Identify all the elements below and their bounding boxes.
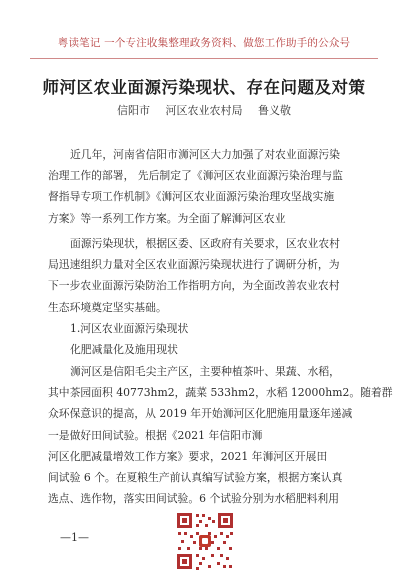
text-line: 面源污染现状，根据区委、区政府有关要求，区农业农村 [70,237,340,250]
text-line: 近几年，河南省信阳市浉河区大力加强了对农业面源污染 [70,148,340,161]
author-name: 鲁义敬 [258,104,291,117]
paragraph-fertilizer [48,361,393,509]
text-line: 督指导专项工作机制》《浉河区农业面源污染治理攻坚战实施 [48,190,335,204]
page-number: —1— [60,531,89,544]
subsection-title: 化肥减量化及施用现状 [70,343,178,357]
header-banner: 粤读笔记 一个专注收集整理政务资料、做您工作助手的公众号 [57,37,351,49]
text-line: 局迅速组织力量对全区农业面源污染现状进行了调研分析，为 [48,258,340,272]
byline [0,102,408,118]
text-line: 众环保意识的提高，从 2019 年开始浉河区化肥施用量逐年递减 [48,407,353,421]
section-title: 1.河区农业面源污染现状 [70,322,189,335]
text-line: 治理工作的部署， 先后制定了《浉河区农业面源污染治理与监 [48,169,343,183]
section-heading [48,318,370,360]
author-org: 信阳市 [117,104,150,117]
author-dept: 河区农业农村局 [165,104,243,117]
document-title: 师河区农业面源污染现状、存在问题及对策 [42,78,366,97]
paragraph-survey [48,233,370,318]
text-line: 间试验 6 个。在夏粮生产前认真编写试验方案，根据方案认真 [48,470,343,484]
text-line: 浉河区是信阳毛尖主产区，主要种植茶叶、果蔬、水稻， [70,365,340,378]
qr-code-icon [174,510,236,572]
text-line: 下一步农业面源污染防治工作指明方向，为全面改善农业农村 [48,279,340,293]
text-line: 方案》等一系列工作方案。为全面了解浉河区农业 [48,211,286,225]
text-line: 选点、选作物，落实田间试验。6 个试验分别为水稻肥料利用 [48,492,340,506]
paragraph-intro [48,144,370,229]
text-line: 其中茶园面积 40773hm2，蔬菜 533hm2，水稻 12000hm2。随着群 [48,386,393,400]
text-line: 河区化肥减量增效工作方案》要求，2021 年浉河区开展田 [48,449,328,463]
text-line: 一是做好田间试验。根据《2021 年信阳市浉 [48,428,263,442]
header-divider [30,58,378,59]
text-line: 生态环境奠定坚实基础。 [48,300,167,314]
